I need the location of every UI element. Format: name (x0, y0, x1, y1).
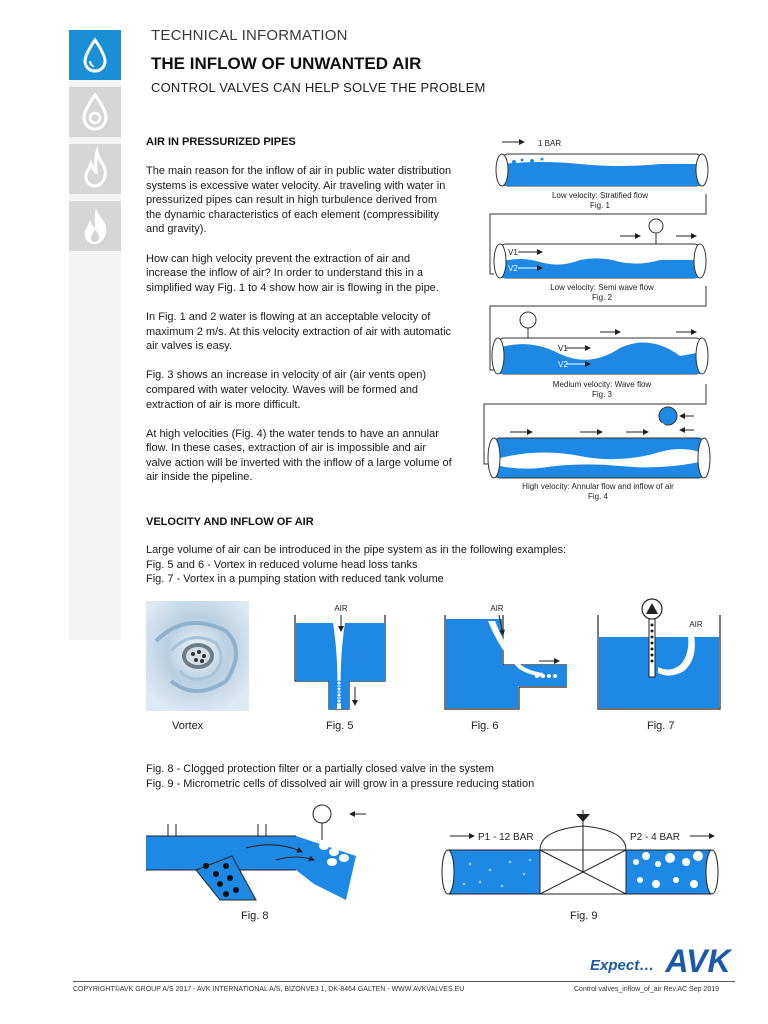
fig1-caption: Low velocity: Stratified flow (551, 191, 649, 200)
fig2-number: Fig. 2 (591, 293, 613, 302)
vortex-label: Vortex (172, 720, 204, 732)
fig1-diagram (496, 139, 708, 210)
fig2-caption: Low velocity: Semi wave flow (550, 283, 654, 292)
flame-icon (69, 144, 121, 194)
fig3-caption: Medium velocity: Wave flow (552, 380, 652, 389)
logo-brand: AVK (665, 943, 731, 977)
footer-rule (73, 981, 735, 982)
fig6-air-label: AIR (490, 604, 504, 613)
fig5-label: Fig. 5 (326, 720, 354, 732)
fig5-air-label: AIR (334, 604, 348, 613)
fig9-p2-label: P2 - 4 BAR (630, 832, 681, 843)
logo-tagline: Expect… (590, 957, 655, 974)
paragraph: How can high velocity prevent the extraction of air and increase the inflow of air? In order to understand this in a simplified way Fig. 1 to 4 show how air is flowing in the pipe. (146, 252, 439, 294)
section-heading-velocity: VELOCITY AND INFLOW OF AIR (146, 516, 314, 528)
section2-body (146, 543, 706, 587)
figures-1-4 (480, 134, 720, 504)
fig3-v2-label: V2 (558, 360, 568, 369)
fig7-label: Fig. 7 (647, 720, 675, 732)
paragraph: Fig. 3 shows an increase in velocity of air (air vents open) compared with water velocity. Waves will be formed and extraction of air is more difficult. (146, 369, 427, 411)
fig6-label: Fig. 6 (471, 720, 499, 732)
sidebar (69, 30, 121, 640)
page-subtitle: CONTROL VALVES CAN HELP SOLVE THE PROBLEM (151, 80, 486, 95)
fig4-number: Fig. 4 (587, 492, 609, 501)
list-item: Fig. 7 - Vortex in a pumping station with reduced tank volume (146, 573, 444, 586)
section3-body (146, 762, 706, 791)
fig3-diagram (490, 286, 708, 399)
fig9-p1-label: P1 - 12 BAR (478, 832, 534, 843)
fig8-diagram (146, 800, 376, 906)
fig4-diagram (484, 384, 710, 501)
paragraph: The main reason for the inflow of air in public water distribution systems is excessive water velocity. Air traveling with water in pressurized pipes can result in high turbulence derived from the dynamic characteristics of each element (compressibility and gravity). (146, 165, 452, 236)
fig9-label: Fig. 9 (570, 910, 598, 922)
water-drop-icon (69, 30, 121, 80)
section-heading-air-pipes: AIR IN PRESSURIZED PIPES (146, 136, 296, 148)
fig7-air-label: AIR (689, 620, 703, 629)
fig2-diagram (490, 194, 706, 302)
fig4-caption: High velocity: Annular flow and inflow of air (522, 482, 674, 491)
list-item: Fig. 9 - Micrometric cells of dissolved air will grow in a pressure reducing station (146, 777, 535, 790)
fig1-number: Fig. 1 (589, 201, 611, 210)
paragraph: Large volume of air can be introduced in the pipe system as in the following examples: (146, 544, 567, 556)
fig3-v1-label: V1 (558, 344, 568, 353)
fig5-diagram (293, 601, 388, 711)
fig3-number: Fig. 3 (591, 390, 613, 399)
paragraph: At high velocities (Fig. 4) the water tends to have an annular flow. In these cases, extraction of air is impossible and air valve action will be inverted with the inflow of a large volume of air inside the pipeline. (146, 427, 452, 484)
header-kicker: TECHNICAL INFORMATION (151, 27, 348, 44)
paragraph: In Fig. 1 and 2 water is flowing at an acceptable velocity of maximum 2 m/s. At this velocity extraction of air with automatic air valves is easy. (146, 310, 452, 353)
fig8-label: Fig. 8 (241, 910, 269, 922)
list-item: Fig. 5 and 6 - Vortex in reduced volume head loss tanks (146, 558, 418, 571)
fire-icon (69, 201, 121, 251)
section1-body (146, 164, 454, 500)
page-title: THE INFLOW OF UNWANTED AIR (151, 54, 422, 73)
list-item: Fig. 8 - Clogged protection filter or a partially closed valve in the system (146, 763, 494, 775)
avk-logo (662, 943, 735, 977)
fig9-diagram (440, 800, 722, 906)
fig6-diagram (443, 601, 568, 711)
fig2-v1-label: V1 (508, 248, 518, 257)
vortex-photo (146, 601, 249, 711)
water-gear-icon (69, 87, 121, 137)
fig1-pressure-label: 1 BAR (538, 139, 562, 148)
fig7-diagram (596, 595, 722, 711)
footer-docref: Control valves_inflow_of_air Rev.AC Sep 2019 (574, 986, 720, 993)
footer-copyright: COPYRIGHT©AVK GROUP A/S 2017 - AVK INTERNATIONAL A/S, BIZONVEJ 1, DK-8464 GALTEN - WWW.AVKVALVES.EU (73, 986, 465, 993)
fig2-v2-label: V2 (508, 264, 518, 273)
